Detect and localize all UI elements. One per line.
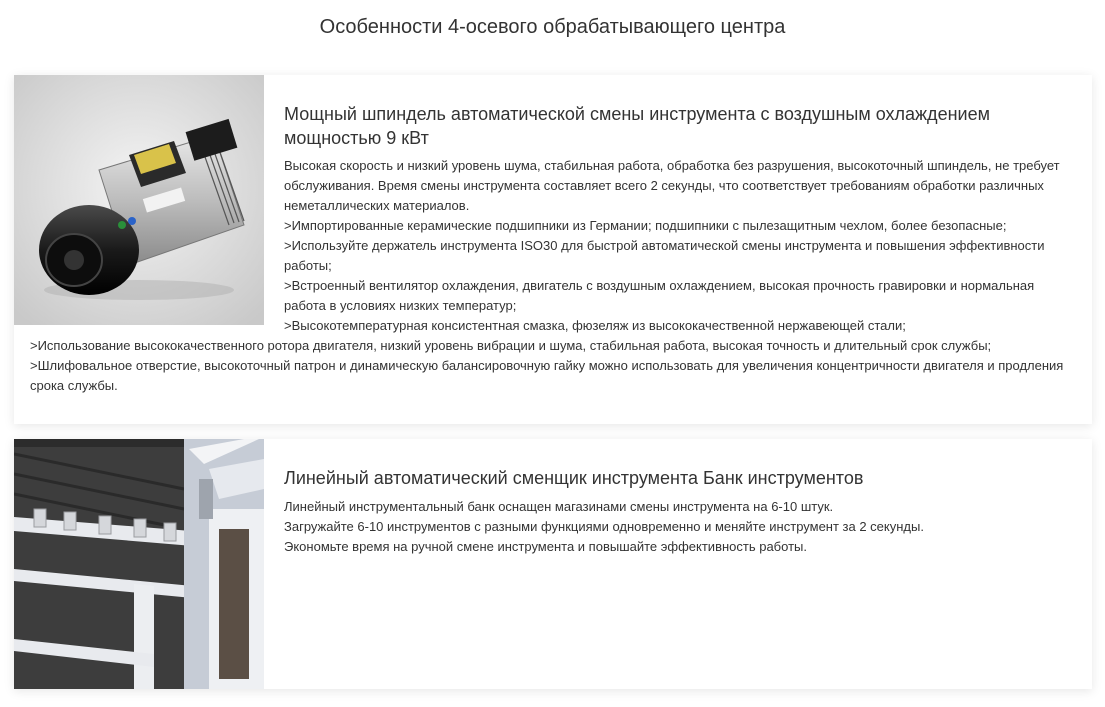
feature-paragraph: Высокая скорость и низкий уровень шума, стабильная работа, обработка без разрушения, высокоточный шпиндель, не требует обслуживания. Время смены инструмента составляет всего 2 секунды, что соответствует требованиям обработки различных неметаллических материалов. (284, 158, 1060, 213)
feature-title: Мощный шпиндель автоматической смены инструмента с воздушным охлаждением мощностью 9 кВт (284, 104, 990, 148)
feature-paragraph: Линейный инструментальный банк оснащен магазинами смены инструмента на 6-10 штук. (284, 499, 834, 514)
feature-bullet: >Импортированные керамические подшипники из Германии; подшипники с пылезащитным чехлом, более безопасные; (284, 218, 1007, 233)
feature-paragraph: Экономьте время на ручной смене инструмента и повышайте эффективность работы. (284, 539, 807, 554)
feature-bullet: >Используйте держатель инструмента ISO30 для быстрой автоматической смены инструмента и повышения эффективности работы; (284, 238, 1045, 273)
feature-title: Линейный автоматический сменщик инструмента Банк инструментов (284, 468, 864, 488)
feature-paragraph: Загружайте 6-10 инструментов с разными функциями одновременно и меняйте инструмент за 2 секунды. (284, 519, 924, 534)
feature-bullet: >Высокотемпературная консистентная смазка, фюзеляж из высококачественной нержавеющей стали; (284, 318, 906, 333)
feature-bullet: >Встроенный вентилятор охлаждения, двигатель с воздушным охлаждением, высокая прочность гравировки и нормальная работа в условиях низких температур; (284, 278, 1035, 313)
spindle-image (14, 75, 264, 325)
feature-bullet: >Использование высококачественного ротора двигателя, низкий уровень вибрации и шума, стабильная работа, высокая точность и длительный срок службы; (30, 338, 992, 353)
feature-card-tool-bank (14, 439, 1092, 689)
tool-bank-image (14, 439, 264, 689)
feature-card-spindle (14, 75, 1092, 424)
page-title: Особенности 4-осевого обрабатывающего центра (319, 16, 786, 38)
feature-bullet: >Шлифовальное отверстие, высокоточный патрон и динамическую балансировочную гайку можно использовать для увеличения концентричности двигателя и продления срока службы. (30, 358, 1064, 393)
